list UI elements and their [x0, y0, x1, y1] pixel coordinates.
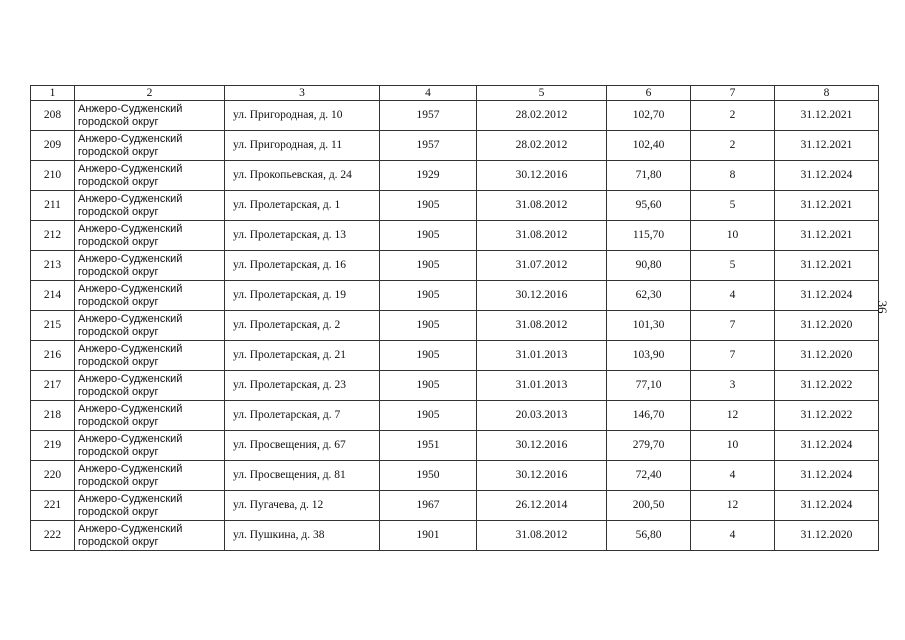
table-row — [31, 281, 879, 311]
deadline-cell: 31.12.2021 — [775, 221, 879, 251]
count-cell: 10 — [691, 221, 775, 251]
row-number-cell: 208 — [31, 101, 75, 131]
count-cell: 5 — [691, 191, 775, 221]
year-built-cell: 1905 — [380, 401, 477, 431]
area-cell: 72,40 — [607, 461, 691, 491]
deadline-cell: 31.12.2021 — [775, 251, 879, 281]
row-number-cell: 222 — [31, 521, 75, 551]
housing-registry-table — [30, 85, 879, 551]
row-number-cell: 221 — [31, 491, 75, 521]
row-number-cell: 213 — [31, 251, 75, 281]
municipality-cell: Анжеро-Судженский городской округ — [75, 521, 225, 551]
count-cell: 2 — [691, 101, 775, 131]
address-cell: ул. Пролетарская, д. 16 — [225, 251, 380, 281]
municipality-cell: Анжеро-Судженский городской округ — [75, 311, 225, 341]
deadline-cell: 31.12.2024 — [775, 491, 879, 521]
row-number-cell: 215 — [31, 311, 75, 341]
date-cell: 26.12.2014 — [477, 491, 607, 521]
count-cell: 12 — [691, 401, 775, 431]
year-built-cell: 1967 — [380, 491, 477, 521]
deadline-cell: 31.12.2022 — [775, 401, 879, 431]
year-built-cell: 1905 — [380, 221, 477, 251]
table-body — [31, 101, 879, 551]
deadline-cell: 31.12.2024 — [775, 161, 879, 191]
year-built-cell: 1905 — [380, 251, 477, 281]
date-cell: 31.08.2012 — [477, 221, 607, 251]
column-header: 6 — [607, 86, 691, 101]
date-cell: 20.03.2013 — [477, 401, 607, 431]
count-cell: 8 — [691, 161, 775, 191]
area-cell: 200,50 — [607, 491, 691, 521]
column-header: 8 — [775, 86, 879, 101]
deadline-cell: 31.12.2020 — [775, 341, 879, 371]
municipality-cell: Анжеро-Судженский городской округ — [75, 281, 225, 311]
area-cell: 77,10 — [607, 371, 691, 401]
area-cell: 279,70 — [607, 431, 691, 461]
table-row — [31, 401, 879, 431]
count-cell: 12 — [691, 491, 775, 521]
year-built-cell: 1905 — [380, 191, 477, 221]
municipality-cell: Анжеро-Судженский городской округ — [75, 371, 225, 401]
date-cell: 31.01.2013 — [477, 341, 607, 371]
address-cell: ул. Пригородная, д. 11 — [225, 131, 380, 161]
row-number-cell: 216 — [31, 341, 75, 371]
date-cell: 31.08.2012 — [477, 191, 607, 221]
table-row — [31, 491, 879, 521]
table-row — [31, 371, 879, 401]
year-built-cell: 1950 — [380, 461, 477, 491]
table-header-row — [31, 86, 879, 101]
municipality-cell: Анжеро-Судженский городской округ — [75, 161, 225, 191]
row-number-cell: 210 — [31, 161, 75, 191]
municipality-cell: Анжеро-Судженский городской округ — [75, 401, 225, 431]
deadline-cell: 31.12.2021 — [775, 101, 879, 131]
area-cell: 102,70 — [607, 101, 691, 131]
table-row — [31, 251, 879, 281]
address-cell: ул. Пролетарская, д. 23 — [225, 371, 380, 401]
date-cell: 30.12.2016 — [477, 161, 607, 191]
municipality-cell: Анжеро-Судженский городской округ — [75, 491, 225, 521]
count-cell: 3 — [691, 371, 775, 401]
table-row — [31, 161, 879, 191]
year-built-cell: 1905 — [380, 311, 477, 341]
date-cell: 31.08.2012 — [477, 311, 607, 341]
count-cell: 2 — [691, 131, 775, 161]
table-row — [31, 521, 879, 551]
area-cell: 62,30 — [607, 281, 691, 311]
address-cell: ул. Пролетарская, д. 21 — [225, 341, 380, 371]
year-built-cell: 1957 — [380, 101, 477, 131]
page-number: 36 — [875, 300, 890, 314]
address-cell: ул. Просвещения, д. 81 — [225, 461, 380, 491]
count-cell: 7 — [691, 311, 775, 341]
area-cell: 103,90 — [607, 341, 691, 371]
row-number-cell: 209 — [31, 131, 75, 161]
address-cell: ул. Просвещения, д. 67 — [225, 431, 380, 461]
table-row — [31, 431, 879, 461]
count-cell: 4 — [691, 461, 775, 491]
address-cell: ул. Пролетарская, д. 1 — [225, 191, 380, 221]
municipality-cell: Анжеро-Судженский городской округ — [75, 341, 225, 371]
column-header: 3 — [225, 86, 380, 101]
deadline-cell: 31.12.2021 — [775, 131, 879, 161]
address-cell: ул. Пушкина, д. 38 — [225, 521, 380, 551]
row-number-cell: 214 — [31, 281, 75, 311]
area-cell: 90,80 — [607, 251, 691, 281]
date-cell: 30.12.2016 — [477, 281, 607, 311]
area-cell: 102,40 — [607, 131, 691, 161]
year-built-cell: 1957 — [380, 131, 477, 161]
deadline-cell: 31.12.2021 — [775, 191, 879, 221]
municipality-cell: Анжеро-Судженский городской округ — [75, 191, 225, 221]
row-number-cell: 220 — [31, 461, 75, 491]
area-cell: 56,80 — [607, 521, 691, 551]
count-cell: 10 — [691, 431, 775, 461]
area-cell: 95,60 — [607, 191, 691, 221]
row-number-cell: 219 — [31, 431, 75, 461]
municipality-cell: Анжеро-Судженский городской округ — [75, 131, 225, 161]
municipality-cell: Анжеро-Судженский городской округ — [75, 101, 225, 131]
row-number-cell: 212 — [31, 221, 75, 251]
date-cell: 31.07.2012 — [477, 251, 607, 281]
date-cell: 31.01.2013 — [477, 371, 607, 401]
table-row — [31, 221, 879, 251]
deadline-cell: 31.12.2020 — [775, 521, 879, 551]
year-built-cell: 1905 — [380, 341, 477, 371]
area-cell: 146,70 — [607, 401, 691, 431]
date-cell: 31.08.2012 — [477, 521, 607, 551]
table-row — [31, 341, 879, 371]
column-header: 2 — [75, 86, 225, 101]
address-cell: ул. Пригородная, д. 10 — [225, 101, 380, 131]
column-header: 7 — [691, 86, 775, 101]
year-built-cell: 1905 — [380, 281, 477, 311]
count-cell: 7 — [691, 341, 775, 371]
column-header: 5 — [477, 86, 607, 101]
date-cell: 28.02.2012 — [477, 131, 607, 161]
municipality-cell: Анжеро-Судженский городской округ — [75, 461, 225, 491]
municipality-cell: Анжеро-Судженский городской округ — [75, 431, 225, 461]
date-cell: 30.12.2016 — [477, 431, 607, 461]
row-number-cell: 211 — [31, 191, 75, 221]
column-header: 4 — [380, 86, 477, 101]
area-cell: 101,30 — [607, 311, 691, 341]
deadline-cell: 31.12.2020 — [775, 311, 879, 341]
deadline-cell: 31.12.2022 — [775, 371, 879, 401]
column-header: 1 — [31, 86, 75, 101]
municipality-cell: Анжеро-Судженский городской округ — [75, 221, 225, 251]
count-cell: 4 — [691, 281, 775, 311]
deadline-cell: 31.12.2024 — [775, 281, 879, 311]
date-cell: 28.02.2012 — [477, 101, 607, 131]
area-cell: 115,70 — [607, 221, 691, 251]
row-number-cell: 217 — [31, 371, 75, 401]
address-cell: ул. Пролетарская, д. 19 — [225, 281, 380, 311]
year-built-cell: 1905 — [380, 371, 477, 401]
address-cell: ул. Пролетарская, д. 2 — [225, 311, 380, 341]
count-cell: 5 — [691, 251, 775, 281]
table-row — [31, 101, 879, 131]
table-row — [31, 311, 879, 341]
year-built-cell: 1951 — [380, 431, 477, 461]
table-row — [31, 131, 879, 161]
date-cell: 30.12.2016 — [477, 461, 607, 491]
count-cell: 4 — [691, 521, 775, 551]
municipality-cell: Анжеро-Судженский городской округ — [75, 251, 225, 281]
table-row — [31, 191, 879, 221]
address-cell: ул. Пролетарская, д. 13 — [225, 221, 380, 251]
deadline-cell: 31.12.2024 — [775, 431, 879, 461]
address-cell: ул. Пролетарская, д. 7 — [225, 401, 380, 431]
table-row — [31, 461, 879, 491]
year-built-cell: 1929 — [380, 161, 477, 191]
address-cell: ул. Прокопьевская, д. 24 — [225, 161, 380, 191]
row-number-cell: 218 — [31, 401, 75, 431]
area-cell: 71,80 — [607, 161, 691, 191]
deadline-cell: 31.12.2024 — [775, 461, 879, 491]
address-cell: ул. Пугачева, д. 12 — [225, 491, 380, 521]
year-built-cell: 1901 — [380, 521, 477, 551]
